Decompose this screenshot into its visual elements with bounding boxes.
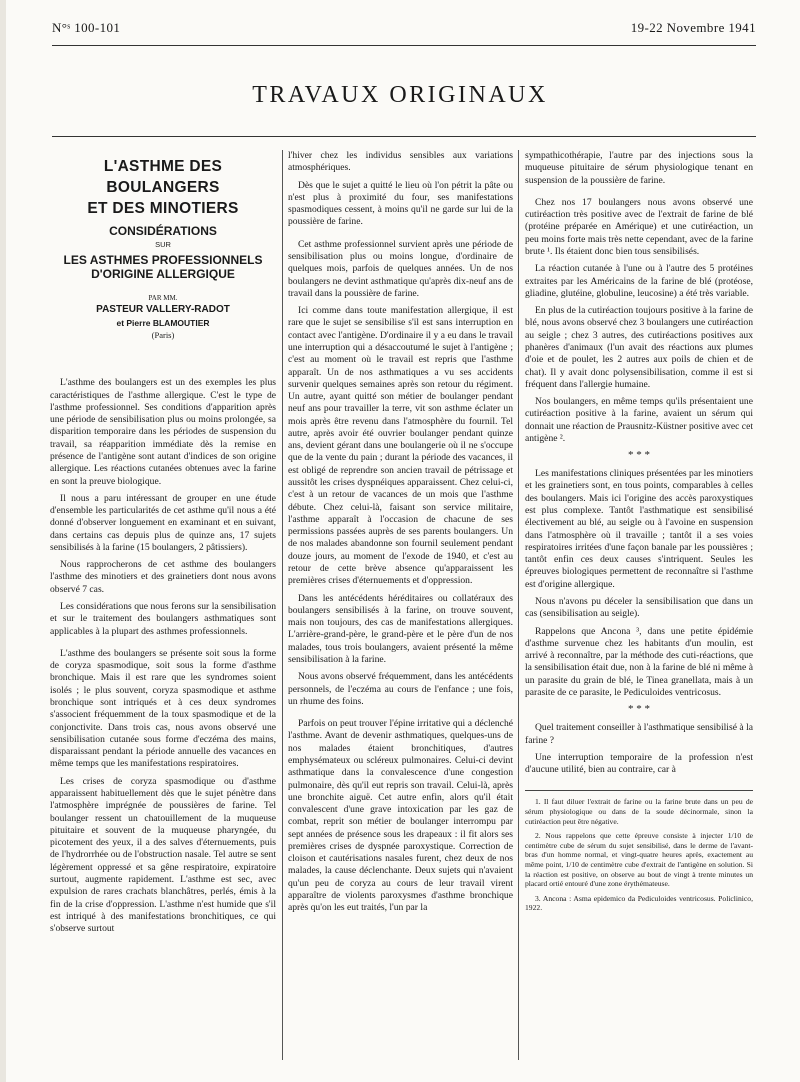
paragraph: Une interruption temporaire de la profession n'est d'aucune utilité, bien au contraire, car à [525, 751, 753, 776]
paragraph: Nous n'avons pu déceler la sensibilisation que dans un cas (sensibilisation au seigle). [525, 596, 753, 620]
paragraph: Les crises de coryza spasmodique ou d'asthme apparaissent habituellement dès que le sujet pénètre dans l'atmosphère imprégnée de poussières de farine. Tel boulanger ressent un chatouillement de la muqueuse pituitaire et souvent de la muqueuse pharyngée, du picotement des yeux, il a des salves d'éternuements, puis de l'hydrorrhée ou de l'obstruction nasale. Tel autre se sent légèrement oppressé et sa gêne respiratoire, expiratoire surtout, augmente rapidement. L'asthme est sec, avec expulsion de rares crachats blanchâtres, perlés, émis à la fin de la crise d'oppression. L'asthme n'est humide que s'il est intriqué à des manifestations bronchitiques, ce qui s'observe surtout [50, 775, 276, 935]
issue-date: 19-22 Novembre 1941 [630, 20, 756, 35]
paragraph: L'asthme des boulangers se présente soit sous la forme de coryza spasmodique, soit sous la forme d'asthme bronchique. Mais il est rare que les syndromes soient isolés ; le plus souvent, coryza spasmodique et asthme bronchique sont intriqués et à ces deux syndromes s'associent fréquemment de la toux spasmodique et de la conjonctivite. Dans trois cas, nous avons observé une sensibilisation cutanée sous forme d'eczéma des mains, disparaissant pendant la période annuelle des vacances en même temps que les manifestations respiratoires. [50, 647, 276, 770]
article-heading [50, 156, 276, 280]
footnote: 1. Il faut diluer l'extrait de farine ou la farine brute dans un peu de sérum physiologique ou dans de la soude décinormale, sinon la cutiréaction peut être négative. [525, 797, 753, 826]
article-title-line2: ET DES MINOTIERS [87, 200, 239, 217]
section-stars: * * * [628, 449, 650, 462]
footnote-rule [525, 790, 753, 791]
article-subtitle1: CONSIDÉRATIONS [109, 224, 217, 238]
header-rule [52, 45, 756, 46]
paragraph: Rappelons que Ancona ³, dans une petite épidémie d'asthme survenue chez les habitants d'un moulin, est arrivé à reconnaître, par la méthode des cuti-réactions, que la sensibilisation était due, non à la farine de blé ni même à un parasite du grain de blé, le Tinea granellata, mais à un parasite de ce parasite, le Pediculoides ventricosus. [525, 625, 753, 698]
spacer [50, 341, 276, 377]
column-divider-2 [518, 150, 519, 1060]
footnote: 2. Nous rappelons que cette épreuve consiste à injecter 1/10 de centimètre cube de sérum du sujet sensibilisé, dans le derme de l'avant-bras d'un homme normal, et vingt-quatre heures après, exactement au même point, 1/10 de centimètre cube d'extrait de l'antigène en solution. Si la réaction est positive, on observe au bout de vingt à trente minutes un placard ortié entouré d'une zone érythémateuse. [525, 831, 753, 889]
issue-number: N°ˢ 100-101 [52, 20, 121, 35]
authors-block [50, 292, 276, 341]
author-2: et Pierre BLAMOUTIER [116, 317, 210, 328]
paragraph: Les manifestations cliniques présentées par les minotiers et les grainetiers sont, en tous points, comparables à celles des boulangers. Mais ici l'origine des accès paroxystiques est plus complexe. Tantôt l'asthmatique est sensibilisé électivement au blé, au seigle ou à l'avoine en suspension dans l'atmosphère où il travaille ; tantôt il a ses voies respiratoires irritées d'une façon banale par les poussières ; tantôt enfin ces deux causes s'intriquent. Seules les épreuves biologiques permettent de reconnaître si l'asthme est d'origine allergique. [525, 468, 753, 590]
article-subtitle-sur: SUR [155, 240, 171, 250]
par-mm: PAR MM. [148, 294, 178, 303]
paragraph: En plus de la cutiréaction toujours positive à la farine de blé, nous avons observé chez 3 boulangers une cutiréaction au seigle ; chez 3 autres, des cutiréactions positives aux phanères d'animaux (l'un avait des réactions aux plumes d'oie et de poulet, les 2 autres aux poils de chien et de chat). Il y avait donc polysensibilisation, comme il est si fréquent dans l'allergie humaine. [525, 305, 753, 390]
paragraph: Ici comme dans toute manifestation allergique, il est rare que le sujet se sensibilise s'il est sans interruption en contact avec l'antigène. D'ordinaire il y a eu dans le travail une interruption qui a désaccoutumé le sujet à l'antigène ; c'est au moment où le travail est repris que l'asthme apparaît. Un de nos asthmatiques a vu ses accidents survenir quelques semaines après son retour du régiment. Un autre, ayant quitté son métier de boulanger pendant neuf ans pour travailler la terre, vit son asthme éclater un mois après être revenu dans l'atmosphère du fournil. Tel autre, après avoir été ouvrier boulanger pendant quinze ans, devient gérant dans une boulangerie où il ne s'occupe que de la vente du pain ; durant la période des vacances, il est obligé de reprendre son ancien travail de pétrissage et aussitôt les crises dyspnéiques apparaissent. Chez celui-ci, c'est à un retour de vacances de un mois que l'asthme débute. Chez celui-là, faisant son service militaire, l'asthme apparaît à l'occasion de chacune de ses permissions passées auprès de ses parents boulangers. Un de nos malades abandonne son fournil seulement pendant douze jours, au moment de l'exode de 1940, et c'est au retour de cette brève absence qu'apparaissent les premières crises d'éternuements et d'oppression. [288, 305, 513, 587]
paragraph: L'asthme des boulangers est un des exemples les plus caractéristiques de l'asthme allergique. C'est le type de l'asthme professionnel. Ses conditions d'apparition après une période de sensibilisation plus ou moins prolongée, sa disparition temporaire dans les périodes de suspension du travail, sa réapparition immédiate dès la remise en présence de l'antigène sont autant d'indices de son origine allergique. Les réactions cutanées obtenues avec la farine en sont la preuve biologique. [50, 377, 276, 487]
paragraph: Quel traitement conseiller à l'asthmatique sensibilisé à la farine ? [525, 722, 753, 746]
paragraph: Chez nos 17 boulangers nous avons observé une cutiréaction très positive avec de l'extrait de farine de blé (protéine préparée en Amérique) et une cutiréaction, un peu moins forte mais très nette cependant, avec de la farine brute ¹. Ils étaient donc bien tous sensibilisés. [525, 196, 753, 257]
column-3 [525, 150, 753, 918]
page-edge [0, 0, 6, 1082]
article-title-line1: L'ASTHME DES BOULANGERS [103, 158, 223, 196]
author-1: PASTEUR VALLERY-RADOT [96, 304, 230, 316]
paragraph: Parfois on peut trouver l'épine irritative qui a déclenché l'asthme. Avant de devenir asthmatiques, quelques-uns de nos malades étaient bronchitiques, d'autres emphysémateux ou scléreux pulmonaires. Celui-ci devint asthmatique dans la convalescence d'une congestion pulmonaire, dès qu'il eut repris son travail. Celui-là, après une bronchite aiguë. Cet autre enfin, alors qu'il était convalescent d'une grave intoxication par les gaz de combat, reprit son métier de boulanger interrompu par sept années de présence sous les drapeaux : il fit alors ses premières crises de dyspnée paroxystique. Correction de cloison et cautérisations nasales furent, chez deux de nos malades, la cause déclenchante. Deux sujets qui n'avaient qu'un peu de coryza au cours de leur travail virent apparaître de violents paroxysmes d'asthme bronchique après qu'on les eut traités, l'un par la [288, 718, 513, 914]
section-rule [52, 136, 756, 137]
article-subtitle2: LES ASTHMES PROFESSIONNELS [63, 252, 263, 267]
column-divider-1 [282, 150, 283, 1060]
paragraph: Les considérations que nous ferons sur la sensibilisation et sur le traitement des boulangers asthmatiques sont applicables à la plupart des asthmes professionnels. [50, 601, 276, 637]
paragraph: Dans les antécédents héréditaires ou collatéraux des boulangers sensibilisés à la farine, on trouve souvent, mais non toujours, des cas de manifestations allergiques. L'arrière-grand-père, le grand-père et le père d'un de nos malades, tous trois boulangers, avaient présenté la même sensibilisation à la farine. [288, 592, 513, 665]
section-title: TRAVAUX ORIGINAUX [252, 82, 548, 108]
section-stars: * * * [628, 703, 650, 716]
paragraph: Cet asthme professionnel survient après une période de sensibilisation plus ou moins longue, d'ordinaire de quelques mois, parfois de quelques années. Un de nos boulangers ne devint asthmatique qu'après dix-neuf ans de travail dans la poussière de farine. [288, 238, 513, 299]
paragraph: Nos boulangers, en même temps qu'ils présentaient une cutiréaction positive à la farine, avaient un sérum qui donnait une réaction de Prausnitz-Küstner positive avec cet antigène ². [525, 396, 753, 444]
paragraph: Nous avons observé fréquemment, dans les antécédents personnels, de l'eczéma au cours de l'enfance ; une fois, un rhume des foins. [288, 671, 513, 707]
column-1 [50, 150, 276, 940]
footnote: 3. Ancona : Asma epidemico da Pediculoides ventricosus. Policlinico, 1922. [525, 893, 753, 913]
paragraph: Dès que le sujet a quitté le lieu où l'on pétrit la pâte ou n'est plus à proximité du four, ses manifestations spasmodiques cessent, à moins qu'il ne garde sur lui de la poussière de farine. [288, 179, 513, 228]
paragraph: La réaction cutanée à l'une ou à l'autre des 5 protéines extraites par les Américains de la farine de blé (protéose, gliadine, glutéine, globuline, leucosine) a été très variable. [525, 263, 753, 299]
article-subtitle3: D'ORIGINE ALLERGIQUE [91, 266, 235, 281]
paragraph: Nous rapprocherons de cet asthme des boulangers l'asthme des minotiers et des grainetiers dont nous avons observé 7 cas. [50, 559, 276, 595]
paragraph: l'hiver chez les individus sensibles aux variations atmosphériques. [288, 150, 513, 174]
paragraph: sympathicothérapie, l'autre par des injections sous la muqueuse pituitaire de sérum physiologique tenant en suspension de la poussière de farine. [525, 150, 753, 186]
author-location: (Paris) [151, 329, 175, 340]
paragraph: Il nous a paru intéressant de grouper en une étude d'ensemble les particularités de cet asthme qu'il nous a été donné d'observer longuement en examinant et en suivant, dans certains cas depuis plus de quinze ans, 17 sujets sensibilisés à la farine (15 boulangers, 2 pâtissiers). [50, 492, 276, 553]
column-2 [288, 150, 513, 920]
